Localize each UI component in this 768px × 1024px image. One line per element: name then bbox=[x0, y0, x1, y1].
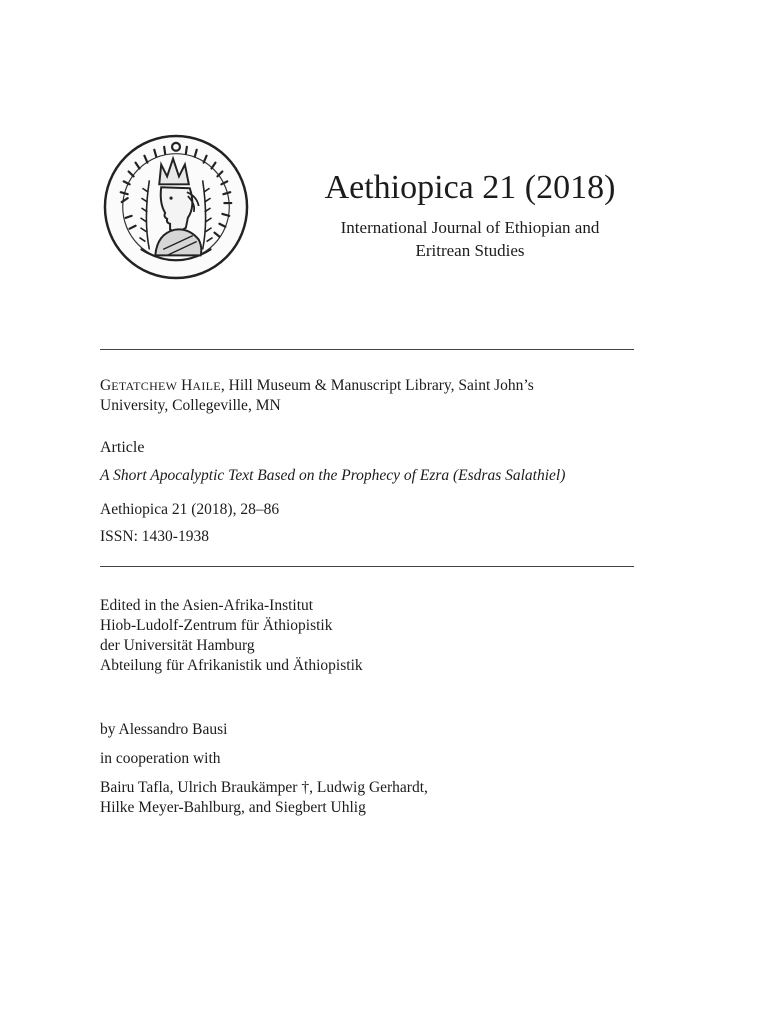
journal-subtitle-line: International Journal of Ethiopian and bbox=[340, 218, 600, 237]
top-divider bbox=[100, 349, 634, 350]
author-last-rest: AILE bbox=[192, 379, 221, 393]
edited-line: Edited in the Asien-Afrika-Institut bbox=[100, 597, 314, 614]
article-issn: ISSN: 1430-1938 bbox=[100, 528, 209, 545]
article-title: A Short Apocalyptic Text Based on the Prophecy of Ezra (Esdras Salathiel) bbox=[100, 467, 566, 484]
names-line: Hilke Meyer-Bahlburg, and Siegbert Uhlig bbox=[100, 799, 366, 816]
article-citation: Aethiopica 21 (2018), 28–86 bbox=[100, 501, 280, 518]
edited-block bbox=[100, 596, 634, 676]
article-label: Article bbox=[100, 439, 145, 456]
affiliation-text: , Hill Museum & Manuscript Library, Saint John’s bbox=[220, 377, 534, 394]
journal-subtitle bbox=[310, 216, 630, 262]
author-first-initial: G bbox=[100, 377, 112, 394]
edited-line: Hiob-Ludolf-Zentrum für Äthiopistik bbox=[100, 617, 333, 634]
author-affiliation bbox=[100, 376, 634, 416]
coin-seal-icon bbox=[102, 133, 250, 281]
bottom-divider bbox=[100, 566, 634, 567]
author-first-rest: ETATCHEW bbox=[111, 379, 178, 393]
affiliation-line: University, Collegeville, MN bbox=[100, 397, 281, 414]
edited-line: Abteilung für Afrikanistik und Äthiopistik bbox=[100, 657, 363, 674]
journal-title: Aethiopica 21 (2018) bbox=[324, 169, 616, 206]
edited-line: der Universität Hamburg bbox=[100, 637, 255, 654]
author-line bbox=[100, 376, 634, 396]
cooperation-names bbox=[100, 778, 634, 818]
journal-subtitle-line: Eritrean Studies bbox=[415, 241, 525, 260]
cooperation-label: in cooperation with bbox=[100, 750, 221, 767]
author-last-initial: H bbox=[181, 377, 193, 394]
editor-by: by Alessandro Bausi bbox=[100, 721, 228, 738]
names-line: Bairu Tafla, Ulrich Braukämper †, Ludwig Gerhardt, bbox=[100, 779, 428, 796]
